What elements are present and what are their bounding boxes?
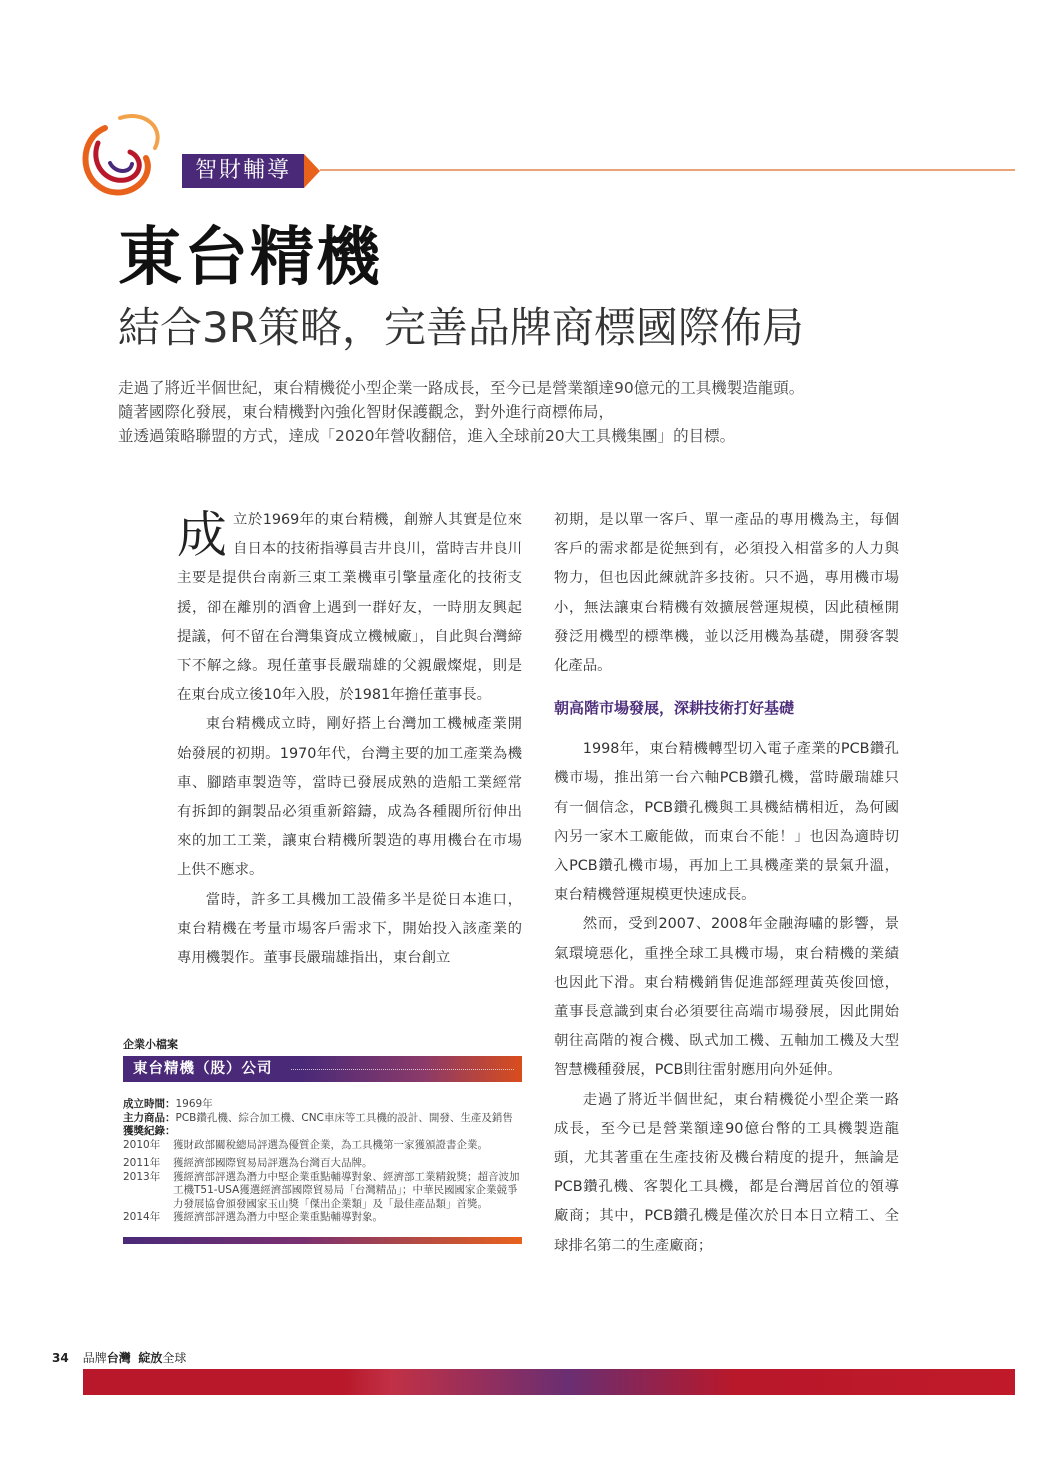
body-paragraph: 初期，是以單一客戶、單一產品的專用機為主，每個客戶的需求都是從無到有，必須投入相當多的人力與物力，但也因此練就許多技術。只不過，專用機市場小，無法讓東台精機有效擴展營運規模，因此積極開發泛用機型的標準機，並以泛用機為基礎，開發客製化產品。: [554, 512, 899, 675]
footer-brand-b: 台灣: [106, 1351, 131, 1365]
header-rule: [320, 169, 1015, 171]
footer-brand-d: 全球: [162, 1351, 187, 1365]
swirl-logo-icon: [60, 108, 180, 208]
intro-line: 並透過策略聯盟的方式，達成「2020年營收翻倍，進入全球前20大工具機集團」的目標。: [118, 427, 736, 445]
profile-bottom-bar: [123, 1237, 522, 1244]
page-footer: [52, 1349, 186, 1366]
company-name: 東台精機（股）公司: [133, 1061, 273, 1077]
body-paragraph: 當時，許多工具機加工設備多半是從日本進口，東台精機在考量市場客戶需求下，開始投入該產業的專用機製作。董事長嚴瑞雄指出，東台創立: [177, 891, 522, 967]
footer-brand-c: 綻放: [138, 1351, 163, 1365]
award-row: 2014年 獲經濟部評選為潛力中堅企業重點輔導對象。: [123, 1211, 383, 1223]
products-line: 主力商品：PCB鑽孔機、綜合加工機、CNC車床等工具機的設計、開發、生產及銷售: [123, 1111, 513, 1124]
dotted-divider: [291, 1069, 514, 1070]
profile-title-bar: [123, 1056, 522, 1082]
body-paragraph: 東台精機成立時，剛好搭上台灣加工機械產業開始發展的初期。1970年代，台灣主要的加工產業為機車、腳踏車製造等，當時已發展成熟的造船工業經常有拆卸的銅製品必須重新鎔鑄，成為各種閥所衍伸出來的加工工業，讓東台精機所製造的專用機台在市場上供不應求。: [177, 716, 522, 879]
section-tag: 智財輔導: [182, 154, 304, 188]
drop-cap: 成: [177, 506, 227, 564]
founded-line: 成立時間：1969年: [123, 1098, 213, 1110]
left-column: [177, 506, 522, 973]
intro-paragraph: [118, 376, 978, 448]
award-row: 2010年 獲財政部關稅總局評選為優質企業，為工具機第一家獲頒證書企業。: [123, 1138, 488, 1151]
body-paragraph: 然而，受到2007、2008年金融海嘯的影響，景氣環境惡化，重挫全球工具機市場，東台精機的業績也因此下滑。東台精機銷售促進部經理黃英俊回憶，董事長意識到東台必須要往高端市場發展，因此開始朝往高階的複合機、臥式加工機、五軸加工機及大型智慧機種發展，PCB則往雷射應用向外延伸。: [554, 916, 899, 1079]
profile-label: 企業小檔案: [123, 1038, 178, 1051]
body-paragraph: 1998年，東台精機轉型切入電子產業的PCB鑽孔機市場，推出第一台六軸PCB鑽孔機，當時嚴瑞雄只有一個信念，PCB鑽孔機與工具機結構相近，為何國內另一家木工廠能做，而東台不能！」也因為適時切入PCB鑽孔機市場，再加上工具機產業的景氣升溫，東台精機營運規模更快速成長。: [554, 741, 899, 904]
right-column: [554, 506, 899, 1261]
body-paragraph: 走過了將近半個世紀，東台精機從小型企業一路成長，至今已是營業額達90億台幣的工具機製造龍頭，尤其著重在生產技術及機台精度的提升，無論是PCB鑽孔機、客製化工具機，都是台灣居首位的領導廠商；其中，PCB鑽孔機是僅次於日本日立精工、全球排名第二的生產廠商；: [554, 1091, 899, 1254]
footer-brand-a: 品牌: [82, 1351, 107, 1365]
company-profile-box: [123, 1036, 522, 1244]
page-number: 34: [52, 1351, 69, 1365]
body-paragraph: 成立於1969年的東台精機，創辦人其實是位來自日本的技術指導員吉井良川，當時吉井良川主要是提供台南新三東工業機車引擎量產化的技術支援，卻在離別的酒會上遇到一群好友，一時朋友興起提議，何不留在台灣集資成立機械廠」，自此與台灣締下不解之緣。現任董事長嚴瑞雄的父親嚴燦焜，則是在東台成立後10年入股，於1981年擔任董事長。: [177, 506, 522, 704]
page-title: 東台精機: [118, 221, 382, 295]
awards-heading: 獲獎紀錄：: [123, 1125, 176, 1137]
award-row: 2013年 獲經濟部評選為潛力中堅企業重點輔導對象、經濟部工業精銳獎；超音波加工機T51-USA獲選經濟部國際貿易局「台灣精品」；中華民國國家企業競爭力發展協會頒發國家玉山獎「傑出企業類」及「最佳產品類」首獎。: [123, 1170, 520, 1210]
page-subtitle: 結合3R策略，完善品牌商標國際佈局: [118, 303, 804, 352]
intro-line: 走過了將近半個世紀，東台精機從小型企業一路成長，至今已是營業額達90億元的工具機製造龍頭。: [118, 379, 805, 397]
profile-body: [123, 1098, 522, 1225]
footer-band: [83, 1369, 1015, 1395]
section-tag-arrow: [304, 154, 320, 188]
intro-line: 隨著國際化發展，東台精機對內強化智財保護觀念，對外進行商標佈局，: [118, 403, 615, 421]
award-row: 2011年 獲經濟部國際貿易局評選為台灣百大品牌。: [123, 1157, 373, 1169]
section-heading: 朝高階市場發展，深耕技術打好基礎: [554, 699, 795, 718]
